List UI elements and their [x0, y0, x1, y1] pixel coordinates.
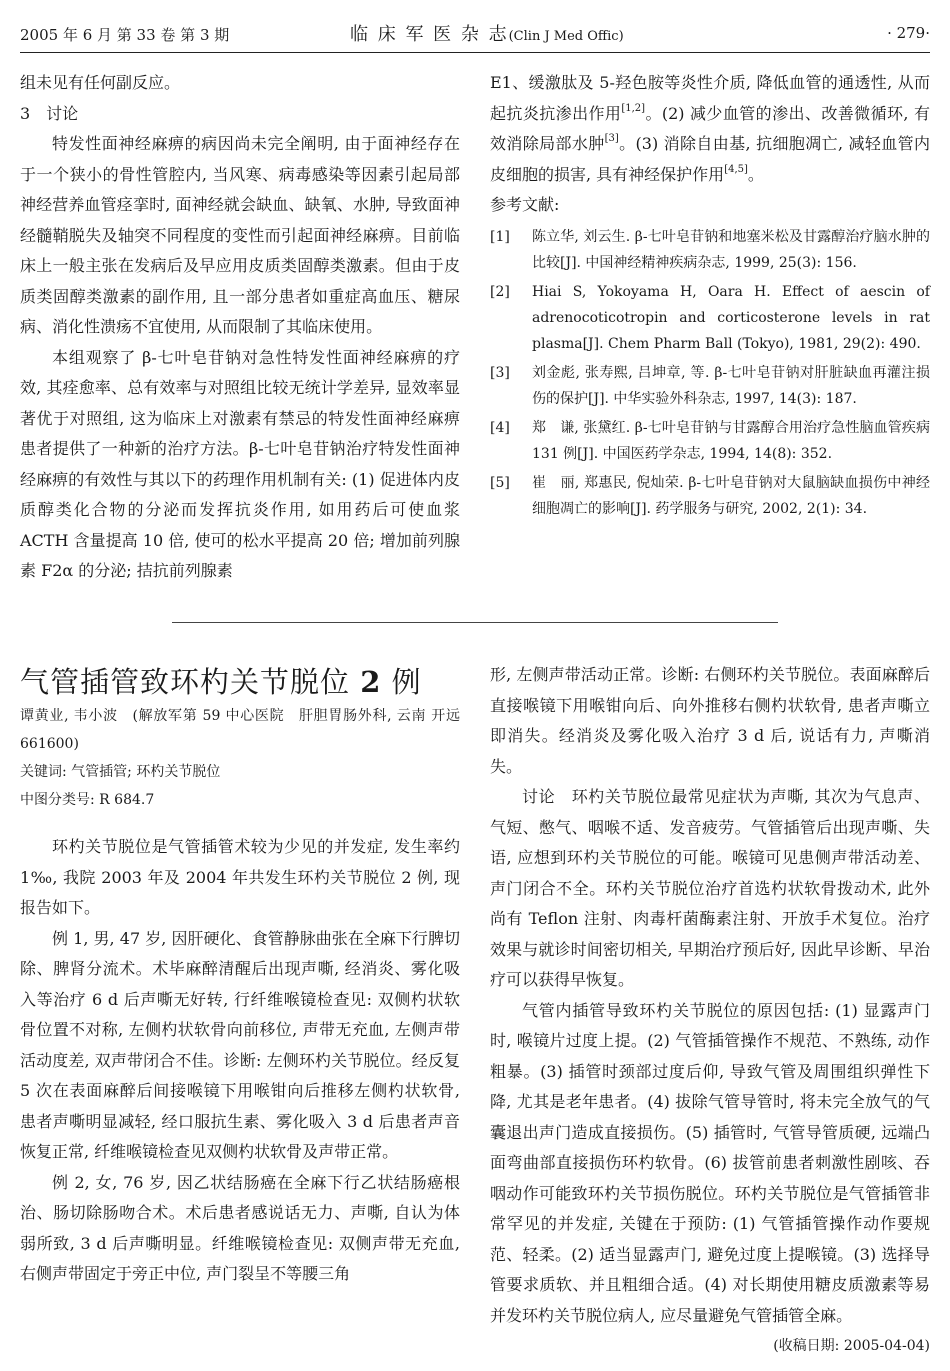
title-number: 2 — [360, 665, 382, 699]
paragraph: 本组观察了 β-七叶皂苷钠对急性特发性面神经麻痹的疗效, 其痊愈率、总有效率与对照组比较无统计学差异, 显效率显著优于对照组, 这为临床上对激素有禁忌的特发性面神经麻痹患者提供了一种新的治疗方法。β-七叶皂苷钠治疗特发性面神经麻痹的有效性与其以下的药理作用机制有关: (1) 促进体内皮质醇类化合物的分泌而发挥抗炎作用, 如用药后可使血浆 ACTH 含量提高 10 倍, 使可的松水平提高 20 倍; 增加前列腺素 F2α 的分泌; 拮抗前列腺素 — [20, 347, 460, 580]
spacer — [20, 814, 460, 832]
article-divider — [172, 622, 778, 623]
reference-text: Hiai S, Yokoyama H, Oara H. Effect of aescin of adrenocoticotropin and corticosterone levels in rat plasma[J]. Chem Pharm Ball (Tokyo), 1981, 29(2): 490. — [532, 283, 930, 352]
section-heading: 3 讨论 — [20, 103, 79, 123]
citation: [3] — [604, 133, 619, 144]
reference-number: [4] — [490, 419, 510, 436]
reference-number: [5] — [490, 474, 510, 491]
title-text: 气管插管致环杓关节脱位 — [20, 665, 361, 699]
reference-text: 郑 谦, 张黛红. β-七叶皂苷钠与甘露醇合用治疗急性脑血管疾病 131 例[J]. 中国医药学杂志, 1994, 14(8): 352. — [532, 419, 930, 462]
journal-name-en: (Clin J Med Offic) — [508, 29, 624, 44]
reference-item — [490, 415, 930, 467]
citation: [1,2] — [621, 102, 646, 114]
reference-text: 陈立华, 刘云生. β-七叶皂苷钠和地塞米松及甘露醇治疗脑水肿的比较[J]. 中国神经精神疾病杂志, 1999, 25(3): 156. — [532, 228, 930, 271]
text-span: E1、缓激肽及 5-羟色胺等炎性介质, 降低血管的通透性, 从而起抗炎抗渗出作用 — [490, 73, 930, 123]
paragraph: 组未见有任何副反应。 — [20, 73, 181, 92]
column-1 — [20, 68, 460, 587]
received-date: (收稿日期: 2005-04-04) — [773, 1338, 930, 1354]
authors-affiliation: 谭黄业, 韦小波 (解放军第 59 中心医院 肝胆胃肠外科, 云南 开远 661600) — [20, 708, 474, 752]
issue-info: 2005 年 6 月 第 33 卷 第 3 期 — [20, 26, 230, 44]
reference-item — [490, 360, 930, 412]
column-4 — [490, 660, 930, 1362]
reference-text: 崔 丽, 郑惠民, 倪灿荣. β-七叶皂苷钠对大鼠脑缺血损伤中神经细胞凋亡的影响[J]. 药学服务与研究, 2002, 2(1): 34. — [532, 474, 930, 517]
article-title — [20, 662, 460, 702]
journal-name — [350, 20, 624, 46]
paragraph: 形, 左侧声带活动正常。诊断: 右侧环杓关节脱位。表面麻醉后直接喉镜下用喉钳向后、向外推移右侧杓状软骨, 患者声嘶立即消失。经消炎及雾化吸入治疗 3 d 后, 说话有力, 声嘶消失。 — [490, 665, 930, 776]
text-span: 。(2) 减少血管的渗出、改善微循环, 有效消除局部水肿 — [490, 103, 930, 153]
reference-list — [490, 224, 930, 522]
page-number: · 279· — [887, 24, 930, 42]
text-span: 。(3) 消除自由基, 抗细胞凋亡, 减轻血管内皮细胞的损害, 具有神经保护作用 — [490, 134, 930, 184]
header-rule — [20, 52, 930, 53]
reference-number: [1] — [490, 228, 510, 245]
column-3 — [20, 660, 474, 1290]
reference-number: [3] — [490, 364, 510, 381]
citation: [4,5] — [724, 163, 748, 175]
keywords: 关键词: 气管插管; 环杓关节脱位 — [20, 764, 221, 780]
journal-name-cn: 临 床 军 医 杂 志 — [350, 24, 509, 45]
reference-text: 刘金彪, 张寿熙, 吕坤章, 等. β-七叶皂苷钠对肝脏缺血再灌注损伤的保护[J]. 中华实验外科杂志, 1997, 14(3): 187. — [532, 364, 930, 407]
paragraph: 环杓关节脱位是气管插管术较为少见的并发症, 发生率约 1‰, 我院 2003 年及 2004 年共发生环杓关节脱位 2 例, 现报告如下。 — [20, 837, 460, 917]
classification-number: 中图分类号: R 684.7 — [20, 792, 155, 808]
paragraph: 讨论 环杓关节脱位最常见症状为声嘶, 其次为气息声、气短、憋气、咽喉不适、发音疲劳。气管插管后出现声嘶、失语, 应想到环杓关节脱位的可能。喉镜可见患侧声带活动差、声门闭合不全。环杓关节脱位治疗首选杓状软骨拨动术, 此外尚有 Teflon 注射、肉毒杆菌酶素注射、开放手术复位。治疗效果与就诊时间密切相关, 早期治疗预后好, 因此早诊断、早治疗可以获得早恢复。 — [490, 787, 930, 989]
page-header — [20, 20, 930, 46]
paragraph: 例 1, 男, 47 岁, 因肝硬化、食管静脉曲张在全麻下行脾切除、脾肾分流术。术毕麻醉清醒后出现声嘶, 经消炎、雾化吸入等治疗 6 d 后声嘶无好转, 行纤维喉镜检查见: 双侧杓状软骨位置不对称, 左侧杓状软骨向前移位, 声带无充血, 左侧声带活动度差, 双声带闭合不佳。诊断: 左侧环杓关节脱位。经反复 5 次在表面麻醉后间接喉镜下用喉钳向后推移左侧杓状软骨, 患者声嘶明显减轻, 经口服抗生素、雾化吸入 3 d 后患者声音恢复正常, 纤维喉镜检查见双侧杓状软骨及声带正常。 — [20, 928, 460, 1161]
reference-item — [490, 224, 930, 276]
paragraph: 例 2, 女, 76 岁, 因乙状结肠癌在全麻下行乙状结肠癌根治、肠切除肠吻合术。术后患者感说话无力、声嘶, 自认为体弱所致, 3 d 后声嘶明显。纤维喉镜检查见: 双侧声带无充血, 右侧声带固定于旁正中位, 声门裂呈不等腰三角 — [20, 1172, 460, 1283]
title-text: 例 — [381, 665, 422, 699]
text-span: 。 — [747, 164, 764, 184]
reference-item — [490, 470, 930, 522]
paragraph: 气管内插管导致环杓关节脱位的原因包括: (1) 显露声门时, 喉镜片过度上提。(2) 气管插管操作不规范、不熟练, 动作粗暴。(3) 插管时颈部过度后仰, 导致气管及周围组织弹性下降, 尤其是老年患者。(4) 拔除气管导管时, 将未完全放气的气囊退出声门造成直接损伤。(5) 插管时, 气管导管质硬, 远端凸面弯曲部直接损伤环杓软骨。(6) 拔管前患者刺激性剧咳、吞咽动作可能致环杓关节损伤脱位。环杓关节脱位是气管插管非常罕见的并发症, 关键在于预防: (1) 气管插管操作动作要规范、轻柔。(2) 适当显露声门, 避免过度上提喉镜。(3) 选择导管要求质软、并且粗细合适。(4) 对长期使用糖皮质激素等易并发环杓关节脱位病人, 应尽量避免气管插管全麻。 — [490, 1000, 930, 1325]
paragraph — [490, 68, 930, 190]
paragraph: 特发性面神经麻痹的病因尚未完全阐明, 由于面神经存在于一个狭小的骨性管腔内, 当风寒、病毒感染等因素引起局部神经营养血管痉挛时, 面神经就会缺血、缺氧、水肿, 导致面神经髓鞘脱失及轴突不同程度的变性而引起面神经麻痹。目前临床上一般主张在发病后及早应用皮质类固醇类激素。但由于皮质类固醇类激素的副作用, 且一部分患者如重症高血压、糖尿病、消化性溃疡不宜使用, 从而限制了其临床使用。 — [20, 134, 460, 336]
reference-item — [490, 279, 930, 357]
column-2 — [490, 68, 930, 525]
reference-number: [2] — [490, 283, 510, 300]
references-title: 参考文献: — [490, 195, 560, 214]
